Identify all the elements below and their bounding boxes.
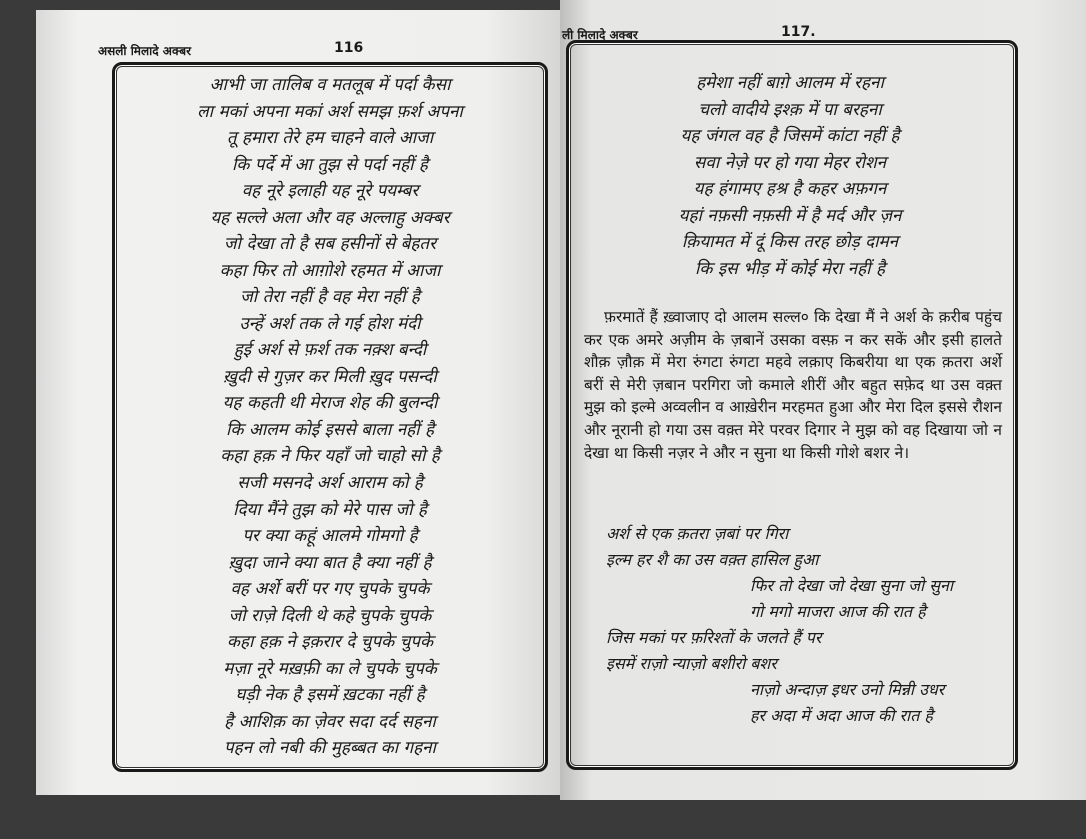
running-title: ली मिलादे अक्बर <box>562 28 638 42</box>
verse-line: हुई अर्श से फ़र्श तक नक़्श बन्दी <box>233 340 427 361</box>
verse-line: है आशिक़ का ज़ेवर सदा दर्द सहना <box>224 711 436 732</box>
verse-line: वह अर्शे बरीं पर गए चुपके चुपके <box>230 579 430 600</box>
verse-line: हर अदा में अदा आज की रात है <box>750 706 933 725</box>
verse-block <box>122 72 538 762</box>
verse-line: ख़ुदी से गुज़र कर मिली ख़ुद पसन्दी <box>223 366 437 387</box>
verse-line: पर क्या कहूं आलमे गोमगो है <box>242 526 418 547</box>
verse-line: कहा हक़ ने फिर यहाँ जो चाहो सो है <box>220 446 440 467</box>
right-page <box>560 0 1086 800</box>
verse-line: अर्श से एक क़तरा ज़बां पर गिरा <box>606 524 789 543</box>
verse-line: सवा नेज़े पर हो गया मेहर रोशन <box>693 152 887 173</box>
verse-line: कि पर्दे में आ तुझ से पर्दा नहीं है <box>232 154 428 175</box>
verse-line: जिस मकां पर फ़रिश्तों के जलते हैं पर <box>606 628 822 647</box>
prose-paragraph: फ़रमातें हैं ख़्वाजाए दो आलम सल्ल० कि देखा मैं ने अर्श के क़रीब पहुंच कर एक अमरे अज़ीम के ज़बानें उसका वस्फ़ न कर सकें और इसी हालते शौक़ ज़ौक़ में मेरा रुंगटा रुंगटा महवे लक़ाए किबरीया था एक क़तरा अर्शे बरीं से मेरी ज़बान परगिरा जो कमाले शीरीं और बहुत सफ़ेद था उस वक़्त मुझ को इल्मे अव्वलीन व आख़ेरीन मरहमत हुआ और मेरा दिल इससे रौशन और नूरानी हो गया उस वक़्त मेरे परवर दिगार ने मुझ को वह दिखाया जो न देखा था किसी नज़र ने और न सुना था किसी गोशे बशर ने। <box>584 308 1002 462</box>
verse-line: घड़ी नेक है इसमें ख़टका नहीं है <box>235 685 425 706</box>
verse-line: जो देखा तो है सब हसीनों से बेहतर <box>223 234 437 255</box>
verse-block-top <box>620 70 960 282</box>
verse-line: कि इस भीड़ में कोई मेरा नहीं है <box>695 258 885 279</box>
verse-line: यह जंगल वह है जिसमें कांटा नहीं है <box>680 126 900 146</box>
verse-line: दिया मैंने तुझ को मेरे पास जो है <box>233 499 427 520</box>
verse-line: आभी जा तालिब व मतलूब में पर्दा कैसा <box>209 75 451 95</box>
verse-line: यह कहती थी मेराज शेह की बुलन्दी <box>222 393 438 414</box>
verse-line: ख़ुदा जाने क्या बात है क्या नहीं है <box>228 552 432 573</box>
verse-line: यह हंगामए हश्र है कहर अफ़गन <box>693 179 887 199</box>
running-title: असली मिलादे अक्बर <box>98 44 192 58</box>
page-number: 117. <box>781 24 816 40</box>
verse-line: क़ियामत में दूं किस तरह छोड़ दामन <box>681 232 899 252</box>
page-number: 116 <box>334 40 364 56</box>
verse-line: चलो वादीये इश्क़ में पा बरहना <box>698 99 882 120</box>
verse-line: जो तेरा नहीं है वह मेरा नहीं है <box>240 287 420 308</box>
left-page <box>36 10 566 795</box>
verse-line: इल्म हर शै का उस वक़्त हासिल हुआ <box>606 550 819 569</box>
verse-line: वह नूरे इलाही यह नूरे पयम्बर <box>241 181 419 202</box>
verse-line: कहा फिर तो आग़ोशे रहमत में आजा <box>219 260 441 281</box>
verse-line: नाज़ो अन्दाज़ इधर उनो मिन्नी उधर <box>750 680 945 699</box>
verse-line: कहा हक़ ने इक़रार दे चुपके चुपके <box>226 632 434 653</box>
verse-line: हमेशा नहीं बाग़े आलम में रहना <box>696 73 884 93</box>
verse-line: यहां नफ़सी नफ़सी में है मर्द और ज़न <box>678 205 902 226</box>
verse-line: उन्हें अर्श तक ले गई होश मंदी <box>239 313 421 334</box>
verse-line: यह सल्ले अला और वह अल्लाहु अक्बर <box>210 207 450 228</box>
verse-line: तू हमारा तेरे हम चाहने वाले आजा <box>226 128 434 149</box>
verse-line: इसमें राज़ो न्याज़ो बशीरो बशर <box>606 654 777 673</box>
verse-line: सजी मसनदे अर्श आराम को है <box>237 472 423 493</box>
verse-line: फिर तो देखा जो देखा सुना जो सुना <box>750 576 954 595</box>
verse-line: पहन लो नबी की मुहब्बत का गहना <box>224 738 436 759</box>
verse-line: जो राज़े दिली थे कहे चुपके चुपके <box>228 605 432 626</box>
verse-line: ला मकां अपना मकां अर्श समझ फ़र्श अपना <box>197 101 463 122</box>
verse-line: मज़ा नूरे मख़फ़ी का ले चुपके चुपके <box>223 658 437 679</box>
verse-line: कि आलम कोई इससे बाला नहीं है <box>225 419 434 440</box>
verse-line: गो मगो माजरा आज की रात है <box>750 602 926 621</box>
